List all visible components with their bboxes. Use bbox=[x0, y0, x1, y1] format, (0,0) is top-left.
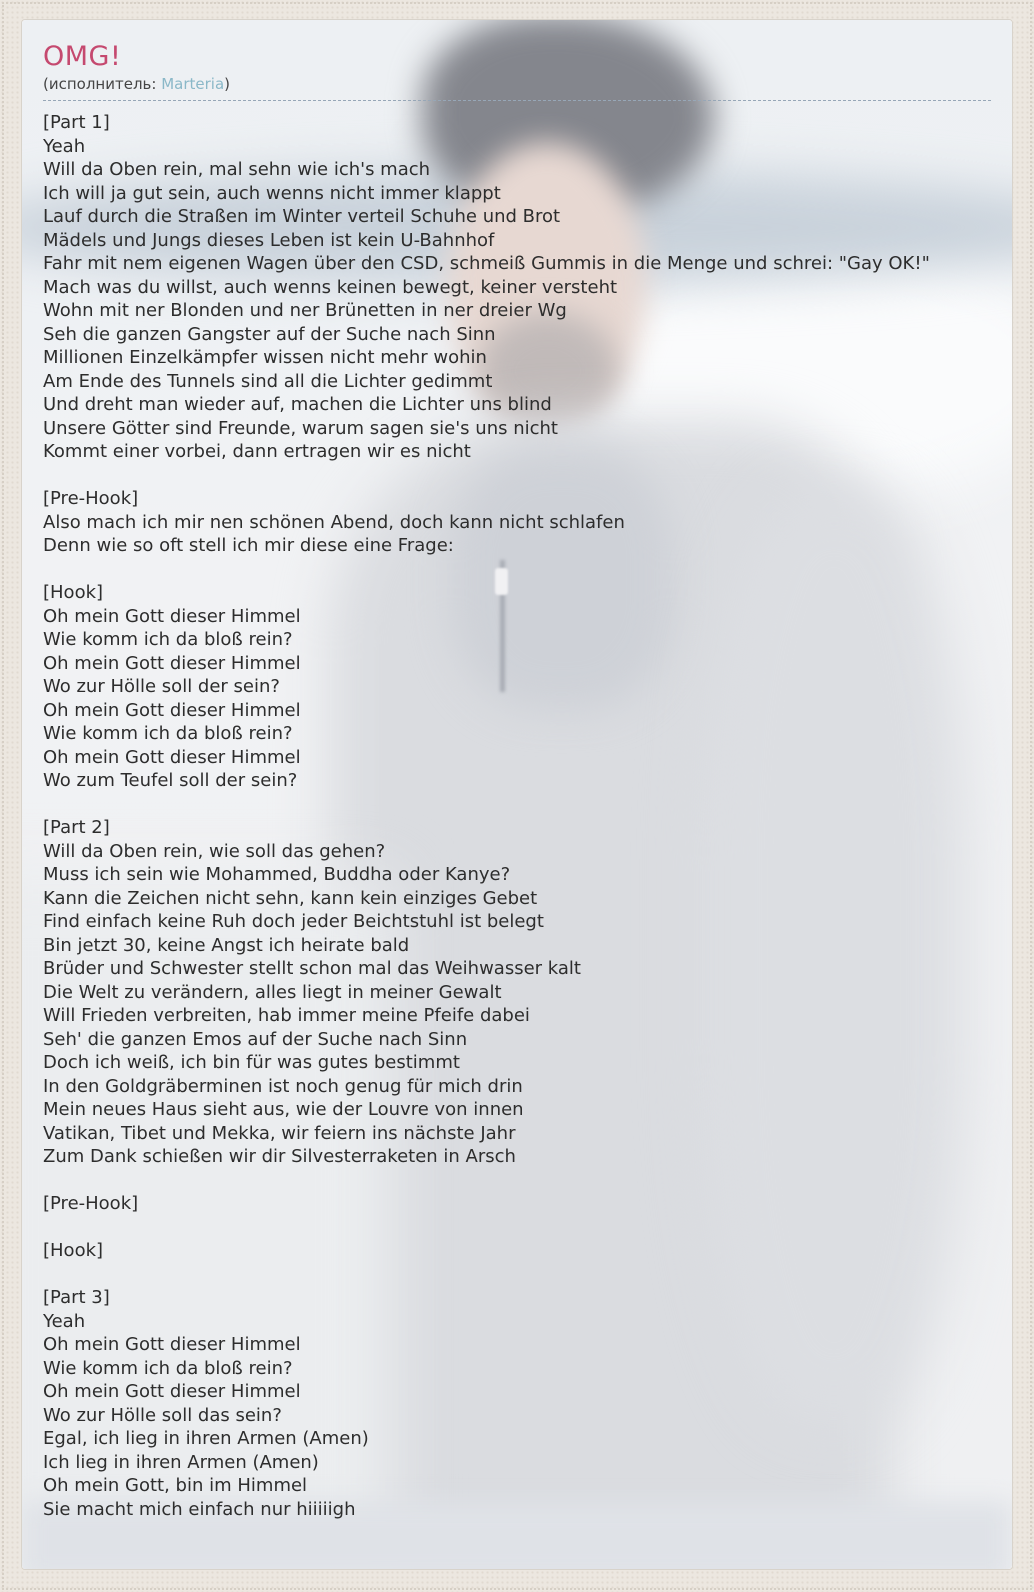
lyric-line bbox=[43, 558, 991, 582]
lyric-line: Oh mein Gott dieser Himmel bbox=[43, 746, 301, 768]
section-label: [Part 3] bbox=[43, 1287, 110, 1308]
content-area bbox=[22, 20, 1012, 1521]
lyric-line: Denn wie so oft stell ich mir diese eine Frage: bbox=[43, 535, 454, 556]
section-label: [Pre-Hook] bbox=[43, 1193, 139, 1214]
lyric-line: Und dreht man wieder auf, machen die Lichter uns blind bbox=[43, 394, 552, 415]
lyric-line: Oh mein Gott dieser Himmel bbox=[43, 605, 301, 627]
lyric-line: Find einfach keine Ruh doch jeder Beichtstuhl ist belegt bbox=[43, 911, 544, 932]
lyric-line: Kann die Zeichen nicht sehn, kann kein einziges Gebet bbox=[43, 887, 538, 909]
lyric-line: Zum Dank schießen wir dir Silvesterraketen in Arsch bbox=[43, 1146, 516, 1167]
song-title: OMG! bbox=[43, 41, 122, 72]
artist-link[interactable]: Marteria bbox=[161, 75, 225, 93]
lyric-line: Oh mein Gott, bin im Himmel bbox=[43, 1475, 308, 1496]
lyric-line: Ich lieg in ihren Armen (Amen) bbox=[43, 1451, 319, 1473]
lyric-line: Wie komm ich da bloß rein? bbox=[43, 723, 293, 744]
lyric-line: Oh mein Gott dieser Himmel bbox=[43, 699, 301, 721]
lyric-line: Oh mein Gott dieser Himmel bbox=[43, 1334, 301, 1355]
lyric-line: Vatikan, Tibet und Mekka, wir feiern ins nächste Jahr bbox=[43, 1122, 516, 1144]
lyric-line: Egal, ich lieg in ihren Armen (Amen) bbox=[43, 1428, 369, 1449]
lyric-line: Yeah bbox=[43, 1310, 86, 1332]
lyric-line: Fahr mit nem eigenen Wagen über den CSD, schmeiß Gummis in die Menge und schrei: "Gay OK!" bbox=[43, 253, 930, 274]
artist-line bbox=[43, 75, 991, 101]
lyric-line: In den Goldgräberminen ist noch genug für mich drin bbox=[43, 1075, 523, 1097]
lyric-line: Am Ende des Tunnels sind all die Lichter gedimmt bbox=[43, 370, 493, 392]
lyric-line: Will da Oben rein, mal sehn wie ich's mach bbox=[43, 159, 431, 180]
lyric-line: Will da Oben rein, wie soll das gehen? bbox=[43, 840, 386, 862]
section-label: [Hook] bbox=[43, 1240, 104, 1261]
lyrics-text bbox=[43, 111, 991, 1521]
lyric-line: Wie komm ich da bloß rein? bbox=[43, 1357, 293, 1379]
artist-label-prefix: (исполнитель: bbox=[43, 75, 162, 93]
lyric-line: Kommt einer vorbei, dann ertragen wir es nicht bbox=[43, 441, 471, 462]
lyric-line: Wo zur Hölle soll der sein? bbox=[43, 676, 280, 697]
lyric-line: Ich will ja gut sein, auch wenns nicht immer klappt bbox=[43, 182, 501, 204]
lyric-line bbox=[43, 464, 991, 488]
lyric-line: Oh mein Gott dieser Himmel bbox=[43, 652, 301, 674]
lyric-line: Doch ich weiß, ich bin für was gutes bestimmt bbox=[43, 1052, 460, 1073]
lyric-line: Muss ich sein wie Mohammed, Buddha oder Kanye? bbox=[43, 864, 511, 885]
lyric-line: Wohn mit ner Blonden und ner Brünetten in ner dreier Wg bbox=[43, 300, 567, 321]
lyric-line: Wo zum Teufel soll der sein? bbox=[43, 770, 298, 791]
lyric-line: Brüder und Schwester stellt schon mal das Weihwasser kalt bbox=[43, 958, 581, 979]
lyric-line: Mach was du willst, auch wenns keinen bewegt, keiner versteht bbox=[43, 276, 618, 298]
lyric-line: Yeah bbox=[43, 135, 86, 157]
lyric-line bbox=[43, 1263, 991, 1287]
lyric-line: Millionen Einzelkämpfer wissen nicht mehr wohin bbox=[43, 347, 487, 368]
lyric-line: Mein neues Haus sieht aus, wie der Louvre von innen bbox=[43, 1099, 524, 1120]
lyric-line: Wie komm ich da bloß rein? bbox=[43, 629, 293, 650]
lyric-line bbox=[43, 793, 991, 817]
section-label: [Pre-Hook] bbox=[43, 488, 139, 509]
lyric-line: Oh mein Gott dieser Himmel bbox=[43, 1381, 301, 1402]
lyric-line: Lauf durch die Straßen im Winter verteil Schuhe und Brot bbox=[43, 206, 561, 227]
lyric-line: Die Welt zu verändern, alles liegt in meiner Gewalt bbox=[43, 981, 502, 1003]
lyric-line bbox=[43, 1169, 991, 1193]
lyric-line bbox=[43, 1216, 991, 1240]
lyric-line: Bin jetzt 30, keine Angst ich heirate bald bbox=[43, 934, 410, 956]
lyric-line: Will Frieden verbreiten, hab immer meine Pfeife dabei bbox=[43, 1005, 530, 1026]
lyric-line: Also mach ich mir nen schönen Abend, doch kann nicht schlafen bbox=[43, 511, 625, 533]
lyric-line: Unsere Götter sind Freunde, warum sagen sie's uns nicht bbox=[43, 417, 558, 439]
lyric-line: Seh die ganzen Gangster auf der Suche nach Sinn bbox=[43, 323, 496, 345]
lyric-line: Sie macht mich einfach nur hiiiiigh bbox=[43, 1498, 356, 1520]
artist-label-suffix: ) bbox=[224, 75, 230, 93]
lyric-line: Seh' die ganzen Emos auf der Suche nach Sinn bbox=[43, 1028, 468, 1050]
section-label: [Part 1] bbox=[43, 112, 110, 133]
lyric-line: Mädels und Jungs dieses Leben ist kein U-Bahnhof bbox=[43, 229, 495, 251]
section-label: [Hook] bbox=[43, 582, 104, 603]
lyric-line: Wo zur Hölle soll das sein? bbox=[43, 1404, 282, 1426]
section-label: [Part 2] bbox=[43, 817, 110, 838]
lyrics-panel bbox=[21, 19, 1013, 1570]
